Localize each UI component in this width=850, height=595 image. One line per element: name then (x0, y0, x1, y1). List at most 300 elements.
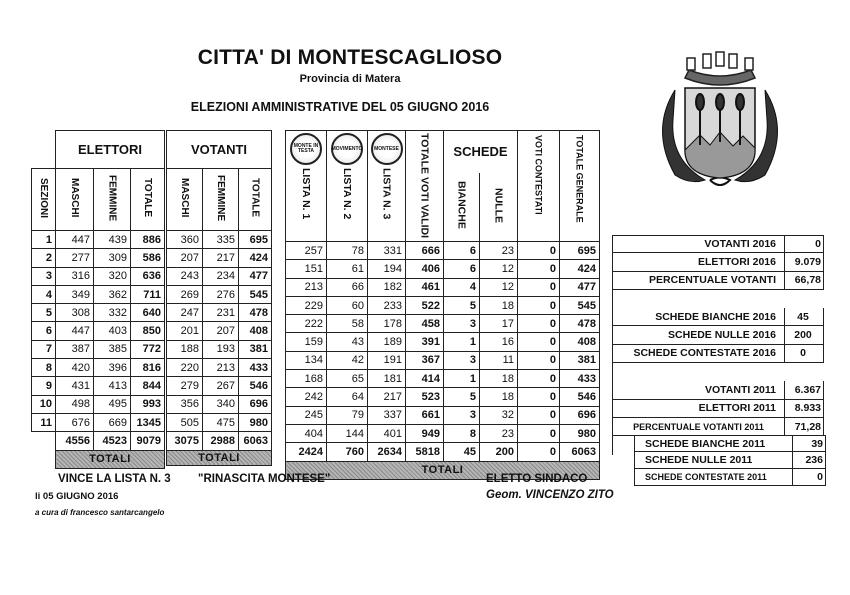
summary-value: 8.933 (784, 400, 824, 418)
cell-vf: 217 (203, 249, 239, 267)
table-row (167, 413, 272, 431)
cell-l1: 404 (286, 424, 327, 442)
cell-vf: 267 (203, 377, 239, 395)
cell-em: 277 (56, 249, 94, 267)
cell-l3: 217 (368, 388, 406, 406)
cell-bi: 5 (444, 388, 480, 406)
cell-vt: 477 (239, 267, 272, 285)
totale-label: TOTALE (249, 178, 261, 218)
totale-generale-label: TOTALE GENERALE (574, 135, 585, 223)
table-row (32, 413, 165, 431)
voti-contestati-header (518, 131, 560, 242)
summary-label: PERCENTUALE VOTANTI (612, 272, 784, 290)
cell-vt: 433 (239, 359, 272, 377)
cell-sez: 11 (32, 413, 56, 431)
summary-label: SCHEDE CONTESTATE 2016 (612, 345, 784, 363)
summary-row (612, 400, 824, 418)
cell-tvv: 414 (406, 370, 444, 388)
nulle-label: NULLE (492, 187, 505, 223)
total-generale: 6063 (560, 443, 600, 461)
table-row (167, 322, 272, 340)
cell-l3: 178 (368, 315, 406, 333)
cell-et: 636 (131, 267, 165, 285)
cell-vm: 188 (167, 340, 203, 358)
cell-ef: 385 (94, 340, 131, 358)
cell-ef: 413 (94, 377, 131, 395)
table-row (167, 285, 272, 303)
cell-vt: 478 (239, 304, 272, 322)
cell-em: 316 (56, 267, 94, 285)
totals-row (32, 432, 165, 450)
cell-ef: 669 (94, 413, 131, 431)
total-bianche: 45 (444, 443, 480, 461)
summary-value: 9.079 (784, 253, 824, 271)
table-row (167, 231, 272, 249)
total-lista2: 760 (327, 443, 368, 461)
summary-value: 200 (784, 326, 824, 344)
femmine-label: FEMMINE (215, 174, 226, 222)
table-row (286, 388, 644, 406)
cell-et: 850 (131, 322, 165, 340)
cell-bi: 4 (444, 278, 480, 296)
cell-et: 772 (131, 340, 165, 358)
province-subtitle: Provincia di Matera (299, 73, 401, 85)
cell-l2: 61 (327, 260, 368, 278)
cell-vc: 0 (518, 388, 560, 406)
lista1-label: LISTA N. 1 (300, 168, 312, 220)
empty-cell (612, 363, 824, 381)
cell-vc: 0 (518, 370, 560, 388)
votanti-totale-header (239, 169, 272, 231)
summary-row (634, 452, 826, 469)
cell-bi: 3 (444, 406, 480, 424)
summary-label: PERCENTUALE VOTANTI 2011 (612, 418, 784, 436)
cell-l2: 65 (327, 370, 368, 388)
cell-tg: 545 (560, 296, 600, 314)
cell-et: 586 (131, 249, 165, 267)
cell-nu: 18 (480, 370, 518, 388)
total-contestati: 0 (518, 443, 560, 461)
lista3-header (368, 131, 406, 242)
cell-sez: 5 (32, 304, 56, 322)
cell-et: 711 (131, 285, 165, 303)
cell-nu: 18 (480, 296, 518, 314)
cell-vc: 0 (518, 406, 560, 424)
cell-tg: 424 (560, 260, 600, 278)
elettori-header: ELETTORI (56, 131, 165, 169)
cell-nu: 12 (480, 260, 518, 278)
summary-row (634, 435, 826, 452)
cell-l3: 182 (368, 278, 406, 296)
table-row (32, 285, 165, 303)
cell-l3: 191 (368, 351, 406, 369)
cell-tg: 980 (560, 424, 600, 442)
table-row (286, 424, 644, 442)
cell-tvv: 461 (406, 278, 444, 296)
totals-row (167, 432, 272, 450)
cell-em: 498 (56, 395, 94, 413)
cell-vm: 247 (167, 304, 203, 322)
cell-vc: 0 (518, 351, 560, 369)
cell-nu: 12 (480, 278, 518, 296)
summary-empty-row (612, 290, 824, 308)
summary-label: ELETTORI 2011 (612, 400, 784, 418)
table-row (167, 395, 272, 413)
cell-tvv: 406 (406, 260, 444, 278)
summary-value: 0 (784, 345, 824, 363)
table-row (32, 377, 165, 395)
table-row (286, 351, 644, 369)
cell-l1: 222 (286, 315, 327, 333)
cell-vf: 340 (203, 395, 239, 413)
summary-label: VOTANTI 2016 (612, 235, 784, 253)
cell-l2: 58 (327, 315, 368, 333)
cell-vm: 201 (167, 322, 203, 340)
cell-l2: 42 (327, 351, 368, 369)
cell-vm: 269 (167, 285, 203, 303)
cell-l3: 194 (368, 260, 406, 278)
cell-l2: 78 (327, 242, 368, 260)
cell-tg: 546 (560, 388, 600, 406)
table-row (167, 249, 272, 267)
cell-sez: 4 (32, 285, 56, 303)
totali-label: TOTALI (56, 450, 165, 468)
cell-et: 640 (131, 304, 165, 322)
cell-em: 447 (56, 231, 94, 249)
empty-cell (32, 432, 56, 450)
table-row (167, 340, 272, 358)
summary-row (612, 253, 824, 271)
cell-tvv: 949 (406, 424, 444, 442)
cell-bi: 1 (444, 333, 480, 351)
cell-vc: 0 (518, 424, 560, 442)
table-row (32, 359, 165, 377)
total-elettori-totale: 9079 (131, 432, 165, 450)
lista2-header (327, 131, 368, 242)
table-row (286, 260, 644, 278)
summary-row (612, 418, 824, 436)
summary-value: 0 (784, 235, 824, 253)
lista3-label: LISTA N. 3 (380, 168, 393, 220)
lista3-logo-icon: MONTESE (371, 133, 403, 165)
elettori-femmine-header (94, 169, 131, 231)
cell-nu: 23 (480, 424, 518, 442)
cell-l2: 79 (327, 406, 368, 424)
summary-value: 45 (784, 308, 824, 326)
summary-value: 0 (792, 469, 826, 486)
cell-l3: 181 (368, 370, 406, 388)
cell-et: 816 (131, 359, 165, 377)
summary-panel (612, 235, 824, 455)
cell-ef: 309 (94, 249, 131, 267)
cell-em: 420 (56, 359, 94, 377)
cell-sez: 10 (32, 395, 56, 413)
cell-bi: 6 (444, 260, 480, 278)
lista1-logo-icon: MONTE IN TESTA (290, 133, 322, 165)
cell-tvv: 522 (406, 296, 444, 314)
summary-label: SCHEDE BIANCHE 2011 (634, 435, 792, 452)
cell-nu: 16 (480, 333, 518, 351)
cell-nu: 18 (480, 388, 518, 406)
cell-em: 349 (56, 285, 94, 303)
cell-vf: 213 (203, 359, 239, 377)
date-text: li 05 GIUGNO 2016 (35, 491, 119, 502)
totale-generale-header (560, 131, 600, 242)
cell-vm: 207 (167, 249, 203, 267)
cell-tvv: 523 (406, 388, 444, 406)
total-votanti-maschi: 3075 (167, 432, 203, 450)
summary-row (612, 326, 824, 344)
summary-value: 66,78 (784, 272, 824, 290)
lista2-logo-icon: MOVIMENTO (331, 133, 363, 165)
lista1-header (286, 131, 327, 242)
cell-vt: 424 (239, 249, 272, 267)
cell-sez: 3 (32, 267, 56, 285)
cell-tg: 433 (560, 370, 600, 388)
cell-vt: 408 (239, 322, 272, 340)
cell-vm: 360 (167, 231, 203, 249)
summary-label: SCHEDE BIANCHE 2016 (612, 308, 784, 326)
cell-sez: 2 (32, 249, 56, 267)
cell-vc: 0 (518, 333, 560, 351)
cell-l1: 245 (286, 406, 327, 424)
cell-bi: 5 (444, 296, 480, 314)
maschi-label: MASCHI (179, 178, 190, 218)
cell-l3: 233 (368, 296, 406, 314)
cell-sez: 7 (32, 340, 56, 358)
cell-bi: 1 (444, 370, 480, 388)
summary-2011-schede-panel (634, 435, 826, 486)
elettori-table (31, 130, 165, 469)
nulle-header (480, 173, 518, 242)
cell-bi: 6 (444, 242, 480, 260)
cell-l3: 189 (368, 333, 406, 351)
cell-em: 431 (56, 377, 94, 395)
totals-row (286, 443, 644, 461)
cell-l1: 134 (286, 351, 327, 369)
cell-nu: 32 (480, 406, 518, 424)
table-row (286, 406, 644, 424)
page-title: CITTA' DI MONTESCAGLIOSO (197, 46, 503, 69)
cell-vf: 207 (203, 322, 239, 340)
summary-label: SCHEDE NULLE 2011 (634, 452, 792, 469)
cell-sez: 6 (32, 322, 56, 340)
cell-ef: 439 (94, 231, 131, 249)
sezioni-label: SEZIONI (38, 177, 49, 218)
cell-em: 308 (56, 304, 94, 322)
cell-vt: 696 (239, 395, 272, 413)
bianche-label: BIANCHE (455, 181, 468, 230)
summary-label: VOTANTI 2011 (612, 381, 784, 399)
credit-text: a cura di francesco santarcangelo (35, 508, 165, 517)
cell-ef: 495 (94, 395, 131, 413)
cell-et: 1345 (131, 413, 165, 431)
cell-l1: 229 (286, 296, 327, 314)
cell-vc: 0 (518, 278, 560, 296)
cell-vt: 381 (239, 340, 272, 358)
cell-l2: 66 (327, 278, 368, 296)
cell-vf: 276 (203, 285, 239, 303)
votanti-maschi-header (167, 169, 203, 231)
voti-contestati-label: VOTI CONTESTATI (533, 135, 544, 215)
cell-sez: 8 (32, 359, 56, 377)
cell-vf: 231 (203, 304, 239, 322)
total-nulle: 200 (480, 443, 518, 461)
table-row (167, 267, 272, 285)
cell-ef: 396 (94, 359, 131, 377)
cell-l1: 168 (286, 370, 327, 388)
cell-et: 844 (131, 377, 165, 395)
cell-em: 387 (56, 340, 94, 358)
cell-l1: 159 (286, 333, 327, 351)
cell-sez: 9 (32, 377, 56, 395)
sezioni-header (32, 169, 56, 231)
cell-bi: 3 (444, 315, 480, 333)
summary-label: ELETTORI 2016 (612, 253, 784, 271)
totale-voti-validi-header (406, 131, 444, 242)
bianche-header (444, 173, 480, 242)
cell-l1: 213 (286, 278, 327, 296)
cell-tvv: 661 (406, 406, 444, 424)
cell-vm: 505 (167, 413, 203, 431)
cell-l1: 151 (286, 260, 327, 278)
votanti-femmine-header (203, 169, 239, 231)
table-row (32, 249, 165, 267)
winner-list-name: "RINASCITA MONTESE" (198, 473, 331, 485)
summary-row (612, 272, 824, 290)
cell-tg: 695 (560, 242, 600, 260)
cell-vt: 695 (239, 231, 272, 249)
lista2-label: LISTA N. 2 (341, 168, 353, 220)
cell-vf: 193 (203, 340, 239, 358)
cell-vc: 0 (518, 260, 560, 278)
table-row (32, 267, 165, 285)
table-row (167, 377, 272, 395)
cell-vt: 980 (239, 413, 272, 431)
summary-row (634, 469, 826, 486)
cell-tg: 408 (560, 333, 600, 351)
elettori-maschi-header (56, 169, 94, 231)
cell-tvv: 458 (406, 315, 444, 333)
cell-l2: 64 (327, 388, 368, 406)
cell-bi: 8 (444, 424, 480, 442)
summary-value: 236 (792, 452, 826, 469)
table-row (286, 278, 644, 296)
cell-tg: 696 (560, 406, 600, 424)
cell-l2: 144 (327, 424, 368, 442)
cell-l3: 401 (368, 424, 406, 442)
cell-vt: 546 (239, 377, 272, 395)
totale-label: TOTALE (142, 178, 153, 218)
total-elettori-femmine: 4523 (94, 432, 131, 450)
cell-sez: 1 (32, 231, 56, 249)
crown-icon (685, 52, 755, 85)
cell-nu: 11 (480, 351, 518, 369)
cell-vc: 0 (518, 242, 560, 260)
cell-tg: 477 (560, 278, 600, 296)
summary-row (612, 345, 824, 363)
cell-tg: 381 (560, 351, 600, 369)
maschi-label: MASCHI (69, 178, 80, 218)
table-row (167, 359, 272, 377)
table-row (32, 395, 165, 413)
cell-l3: 337 (368, 406, 406, 424)
table-row (286, 315, 644, 333)
total-lista1: 2424 (286, 443, 327, 461)
table-row (167, 304, 272, 322)
totale-voti-validi-label: TOTALE VOTI VALIDI (418, 133, 431, 238)
cell-vm: 220 (167, 359, 203, 377)
cell-tvv: 666 (406, 242, 444, 260)
cell-vc: 0 (518, 296, 560, 314)
schede-header: SCHEDE (444, 131, 518, 173)
cell-vf: 335 (203, 231, 239, 249)
summary-value: 71,28 (784, 418, 824, 436)
table-row (286, 296, 644, 314)
summary-value: 6.367 (784, 381, 824, 399)
cell-tg: 478 (560, 315, 600, 333)
table-row (32, 340, 165, 358)
cell-vf: 234 (203, 267, 239, 285)
cell-vm: 356 (167, 395, 203, 413)
total-elettori-maschi: 4556 (56, 432, 94, 450)
summary-label: SCHEDE NULLE 2016 (612, 326, 784, 344)
cell-ef: 403 (94, 322, 131, 340)
cell-et: 886 (131, 231, 165, 249)
cell-vf: 475 (203, 413, 239, 431)
cell-l2: 60 (327, 296, 368, 314)
mayor-name: Geom. VINCENZO ZITO (486, 489, 614, 501)
empty-cell (612, 290, 824, 308)
election-heading: ELEZIONI AMMINISTRATIVE DEL 05 GIUGNO 2016 (190, 100, 490, 114)
cell-vm: 243 (167, 267, 203, 285)
cell-vc: 0 (518, 315, 560, 333)
summary-row (612, 235, 824, 253)
total-votanti-totale: 6063 (239, 432, 272, 450)
cell-l1: 242 (286, 388, 327, 406)
summary-value: 39 (792, 435, 826, 452)
cell-ef: 332 (94, 304, 131, 322)
total-lista3: 2634 (368, 443, 406, 461)
table-row (286, 370, 644, 388)
cell-em: 447 (56, 322, 94, 340)
cell-tvv: 391 (406, 333, 444, 351)
cell-bi: 3 (444, 351, 480, 369)
cell-l2: 43 (327, 333, 368, 351)
cell-l3: 331 (368, 242, 406, 260)
coat-of-arms-icon (645, 50, 795, 195)
votanti-header: VOTANTI (167, 131, 272, 169)
cell-em: 676 (56, 413, 94, 431)
liste-table (285, 130, 644, 480)
shield-icon (685, 88, 755, 178)
summary-row (612, 381, 824, 399)
total-votanti-femmine: 2988 (203, 432, 239, 450)
total-voti-validi: 5818 (406, 443, 444, 461)
cell-l1: 257 (286, 242, 327, 260)
summary-label: SCHEDE CONTESTATE 2011 (634, 469, 792, 486)
table-row (32, 304, 165, 322)
table-row (32, 231, 165, 249)
cell-vm: 279 (167, 377, 203, 395)
votanti-table (166, 130, 272, 466)
empty-cell (32, 450, 56, 468)
cell-ef: 320 (94, 267, 131, 285)
cell-et: 993 (131, 395, 165, 413)
empty-header-cell (32, 131, 56, 169)
table-row (32, 322, 165, 340)
cell-tvv: 367 (406, 351, 444, 369)
